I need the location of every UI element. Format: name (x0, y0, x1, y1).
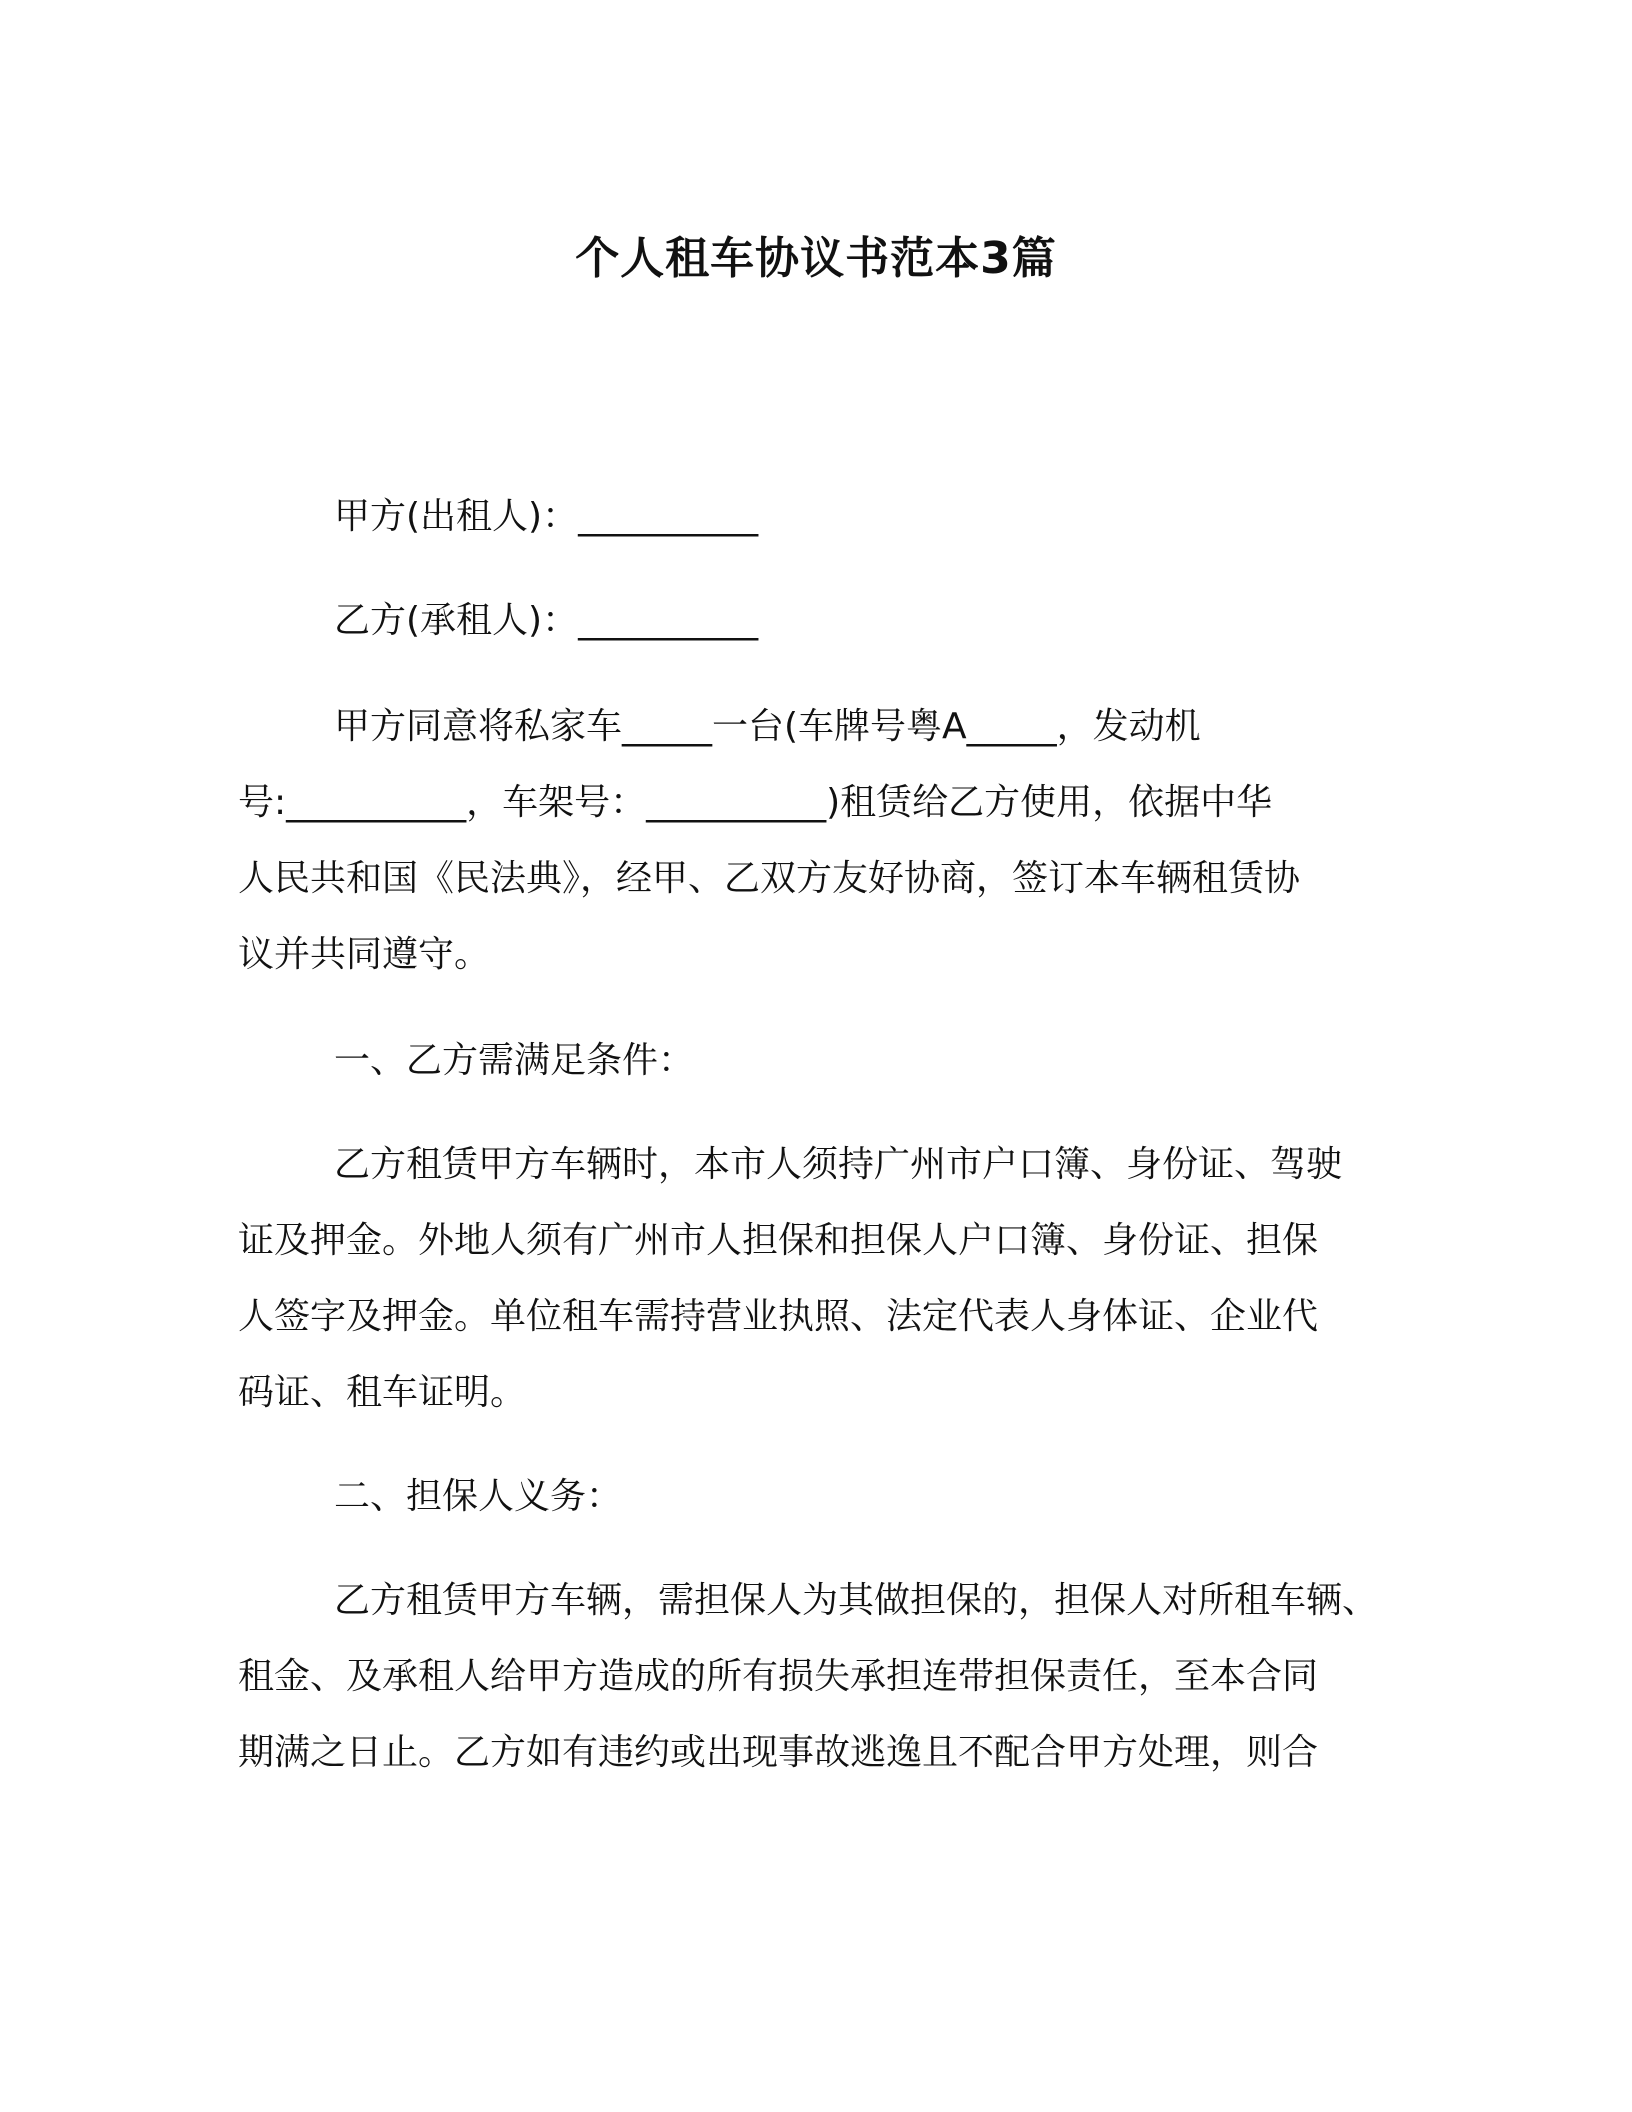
section2-heading: 二、担保人义务： (334, 1476, 623, 1517)
section1-line-1: 乙方租赁甲方车辆时，本市人须持广州市户口簿、身份证、驾驶 (334, 1144, 1343, 1185)
document-title: 个人租车协议书范本3篇 (575, 233, 1057, 284)
intro-line-2: 号:__________，车架号：__________)租赁给乙方使用，依据中华 (238, 782, 1273, 823)
intro-line-3: 人民共和国《民法典》，经甲、乙双方友好协商，签订本车辆租赁协 (238, 858, 1301, 899)
section2-line-1: 乙方租赁甲方车辆，需担保人为其做担保的，担保人对所租车辆、 (334, 1580, 1379, 1621)
party-a-line: 甲方(出租人)：__________ (334, 496, 759, 537)
party-b-line: 乙方(承租人)：__________ (334, 600, 759, 641)
section1-heading: 一、乙方需满足条件： (334, 1040, 695, 1081)
section1-line-3: 人签字及押金。单位租车需持营业执照、法定代表人身体证、企业代 (238, 1296, 1319, 1337)
intro-line-4: 议并共同遵守。 (238, 934, 491, 975)
section1-line-4: 码证、租车证明。 (238, 1372, 527, 1413)
section2-line-2: 租金、及承租人给甲方造成的所有损失承担连带担保责任，至本合同 (238, 1656, 1319, 1697)
intro-line-1: 甲方同意将私家车_____一台(车牌号粤A_____，发动机 (334, 706, 1201, 747)
section1-line-2: 证及押金。外地人须有广州市人担保和担保人户口簿、身份证、担保 (238, 1220, 1319, 1261)
section2-line-3: 期满之日止。乙方如有违约或出现事故逃逸且不配合甲方处理，则合 (238, 1732, 1319, 1773)
